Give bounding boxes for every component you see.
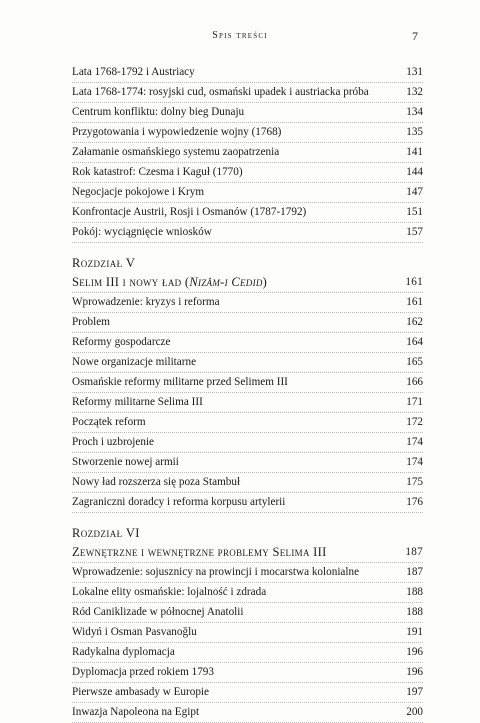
toc-entry <box>72 623 423 643</box>
toc-entry <box>72 603 423 623</box>
toc-entry-title: Nowe organizacje militarne <box>72 356 197 368</box>
toc-entry <box>72 333 423 353</box>
toc-entry-page: 134 <box>406 106 423 118</box>
toc-entry <box>72 163 423 183</box>
header-title: Spis treści <box>212 30 268 41</box>
toc-entry-title: Nowy ład rozszerza się poza Stambuł <box>72 476 241 488</box>
toc-entry-title: Radykalna dyplomacja <box>72 646 175 658</box>
toc-entry-title: Centrum konfliktu: dolny bieg Dunaju <box>72 106 245 118</box>
toc-entry-title: Załamanie osmańskiego systemu zaopatrzenia <box>72 146 280 158</box>
toc-entry <box>72 353 423 373</box>
toc-entry <box>72 703 423 723</box>
toc-entry <box>72 453 423 473</box>
toc-entry-page: 144 <box>406 166 423 178</box>
toc-entry-page: 197 <box>406 686 423 698</box>
toc-entry <box>72 143 423 163</box>
chapter-5-title-row <box>72 273 423 293</box>
toc-entry-title: Wprowadzenie: kryzys i reforma <box>72 296 220 308</box>
table-of-contents <box>72 63 423 723</box>
toc-entry <box>72 183 423 203</box>
toc-entry-page: 187 <box>406 566 423 578</box>
toc-entry-title: Dyplomacja przed rokiem 1793 <box>72 666 214 678</box>
toc-entry-page: 135 <box>406 126 423 138</box>
toc-entry <box>72 583 423 603</box>
chapter-6-title-row <box>72 543 423 563</box>
toc-entry-title: Proch i uzbrojenie <box>72 436 155 448</box>
toc-entry <box>72 373 423 393</box>
toc-entry <box>72 83 423 103</box>
toc-entry-title: Przygotowania i wypowiedzenie wojny (1768) <box>72 126 282 138</box>
toc-entry-page: 172 <box>406 416 423 428</box>
toc-entry-title: Ród Caniklizade w północnej Anatolii <box>72 606 244 618</box>
toc-entry <box>72 683 423 703</box>
chapter-6-page: 187 <box>405 546 423 558</box>
toc-entry <box>72 563 423 583</box>
toc-entry <box>72 293 423 313</box>
toc-entry <box>72 123 423 143</box>
toc-entry-title: Początek reform <box>72 416 146 428</box>
toc-entry-page: 162 <box>406 316 423 328</box>
toc-entry-page: 188 <box>406 586 423 598</box>
toc-section-1 <box>72 63 423 243</box>
toc-entry-title: Reformy gospodarcze <box>72 336 171 348</box>
toc-entry-page: 188 <box>406 606 423 618</box>
toc-entry-page: 176 <box>406 496 423 508</box>
toc-entry-title: Negocjacje pokojowe i Krym <box>72 186 205 198</box>
toc-entry-page: 141 <box>406 146 423 158</box>
toc-entry <box>72 643 423 663</box>
toc-entry-page: 147 <box>406 186 423 198</box>
toc-entry-title: Lata 1768-1774: rosyjski cud, osmański upadek i austriacka próba <box>72 86 369 98</box>
toc-entry-title: Pierwsze ambasady w Europie <box>72 686 210 698</box>
toc-entry-title: Konfrontacje Austrii, Rosji i Osmanów (1787-1792) <box>72 206 307 218</box>
toc-entry-title: Lata 1768-1792 i Austriacy <box>72 66 195 78</box>
toc-entry-page: 171 <box>406 396 423 408</box>
toc-entry <box>72 63 423 83</box>
toc-entry-page: 191 <box>406 626 423 638</box>
toc-entry-page: 196 <box>406 646 423 658</box>
toc-entry <box>72 103 423 123</box>
chapter-6-title: Zewnętrzne i wewnętrzne problemy Selima III <box>72 545 327 559</box>
toc-entry-page: 166 <box>406 376 423 388</box>
chapter-6-label: Rozdział VI <box>72 526 140 540</box>
toc-entry-title: Zagraniczni doradcy i reforma korpusu artylerii <box>72 496 286 508</box>
toc-entry-title: Osmańskie reformy militarne przed Selimem III <box>72 376 288 388</box>
toc-entry <box>72 663 423 683</box>
chapter-5-title: Selim III i nowy ład (Nizâm-ı Cedid) <box>72 275 268 289</box>
toc-chapter-5-entries <box>72 293 423 513</box>
toc-entry <box>72 223 423 243</box>
toc-entry-title: Lokalne elity osmańskie: lojalność i zdrada <box>72 586 267 598</box>
toc-entry-page: 165 <box>406 356 423 368</box>
toc-entry-title: Reformy militarne Selima III <box>72 396 203 408</box>
page-number: 7 <box>412 29 418 43</box>
toc-entry <box>72 393 423 413</box>
running-header <box>0 30 480 46</box>
toc-entry-page: 131 <box>406 66 423 78</box>
toc-entry <box>72 473 423 493</box>
toc-entry <box>72 433 423 453</box>
toc-entry-page: 132 <box>406 86 423 98</box>
toc-entry-page: 157 <box>406 226 423 238</box>
toc-entry-title: Stworzenie nowej armii <box>72 456 179 468</box>
toc-entry <box>72 313 423 333</box>
toc-entry-title: Problem <box>72 316 110 328</box>
toc-entry-title: Widyń i Osman Pasvanoğlu <box>72 626 197 638</box>
toc-entry <box>72 493 423 513</box>
toc-entry-title: Pokój: wyciągnięcie wniosków <box>72 226 212 238</box>
chapter-5-label: Rozdział V <box>72 256 136 270</box>
toc-entry-page: 196 <box>406 666 423 678</box>
toc-entry-page: 200 <box>406 706 423 718</box>
toc-entry-page: 174 <box>406 436 423 448</box>
toc-entry-title: Inwazja Napoleona na Egipt <box>72 706 200 718</box>
toc-entry <box>72 413 423 433</box>
toc-entry-page: 175 <box>406 476 423 488</box>
toc-entry-page: 151 <box>406 206 423 218</box>
toc-entry-title: Rok katastrof: Czesma i Kaguł (1770) <box>72 166 243 178</box>
chapter-5-page: 161 <box>405 276 423 288</box>
toc-entry <box>72 203 423 223</box>
toc-entry-page: 174 <box>406 456 423 468</box>
toc-entry-title: Wprowadzenie: sojusznicy na prowincji i mocarstwa kolonialne <box>72 566 360 578</box>
toc-entry-page: 161 <box>406 296 423 308</box>
toc-chapter-6-entries <box>72 563 423 723</box>
toc-entry-page: 164 <box>406 336 423 348</box>
